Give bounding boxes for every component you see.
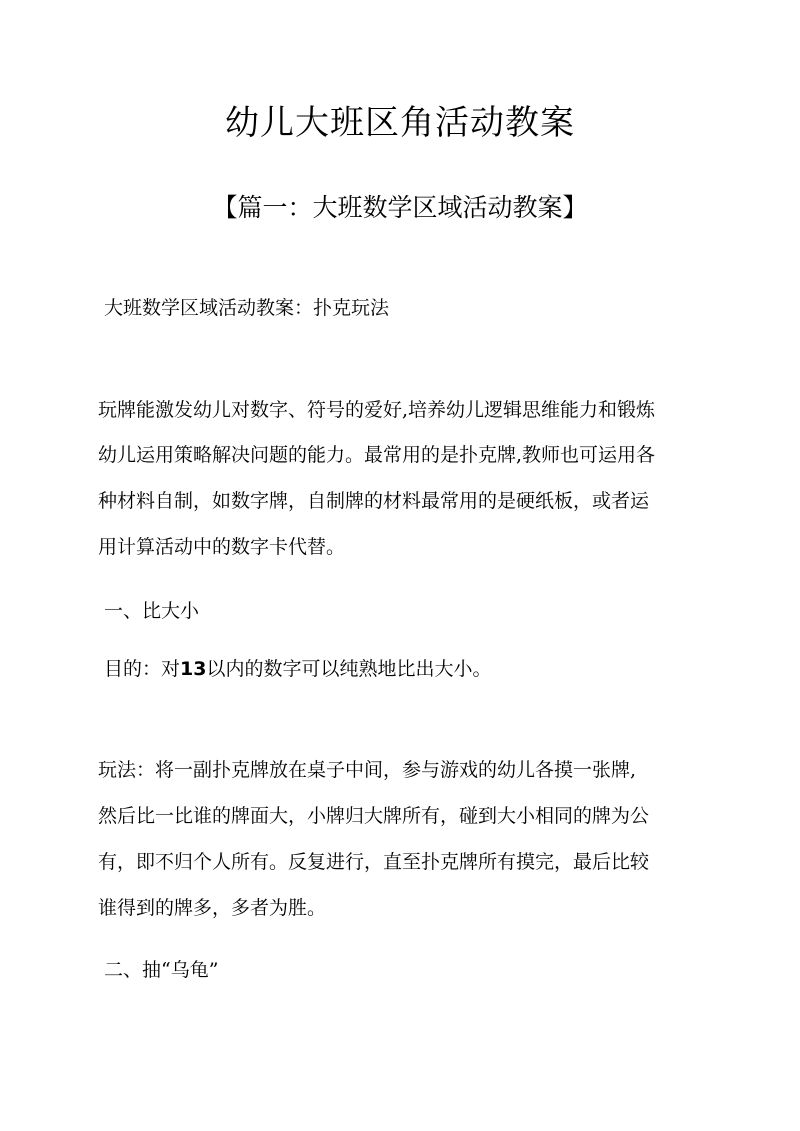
intro-line-4: 用计算活动中的数字卡代替。 (98, 536, 346, 558)
intro-line-2: 幼儿运用策略解决问题的能力。最常用的是扑克牌,教师也可运用各 (98, 444, 656, 466)
goal-suffix: 以内的数字可以纯熟地比出大小。 (206, 658, 492, 680)
goal-prefix: 目的：对 (104, 658, 181, 680)
play-line-3: 有，即不归个人所有。反复进行，直至扑克牌所有摸完，最后比较 (98, 851, 650, 873)
lesson-heading: 大班数学区域活动教案：扑克玩法 (104, 297, 390, 319)
document-subtitle: 【篇一：大班数学区域活动教案】 (212, 193, 588, 222)
play-line-2: 然后比一比谁的牌面大，小牌归大牌所有，碰到大小相同的牌为公 (98, 805, 650, 827)
section-1-goal (104, 655, 491, 683)
section-2-heading: 二、抽“乌龟” (104, 959, 219, 981)
document-title: 幼儿大班区角活动教案 (225, 103, 575, 143)
goal-number: 13 (180, 658, 207, 680)
intro-line-1: 玩牌能激发幼儿对数字、符号的爱好,培养幼儿逻辑思维能力和锻炼 (98, 399, 656, 421)
play-line-4: 谁得到的牌多，多者为胜。 (98, 897, 327, 919)
intro-line-3: 种材料自制，如数字牌，自制牌的材料最常用的是硬纸板，或者运 (98, 490, 650, 512)
section-1-heading: 一、比大小 (104, 600, 200, 622)
play-line-1: 玩法：将一副扑克牌放在桌子中间，参与游戏的幼儿各摸一张牌, (98, 759, 637, 781)
